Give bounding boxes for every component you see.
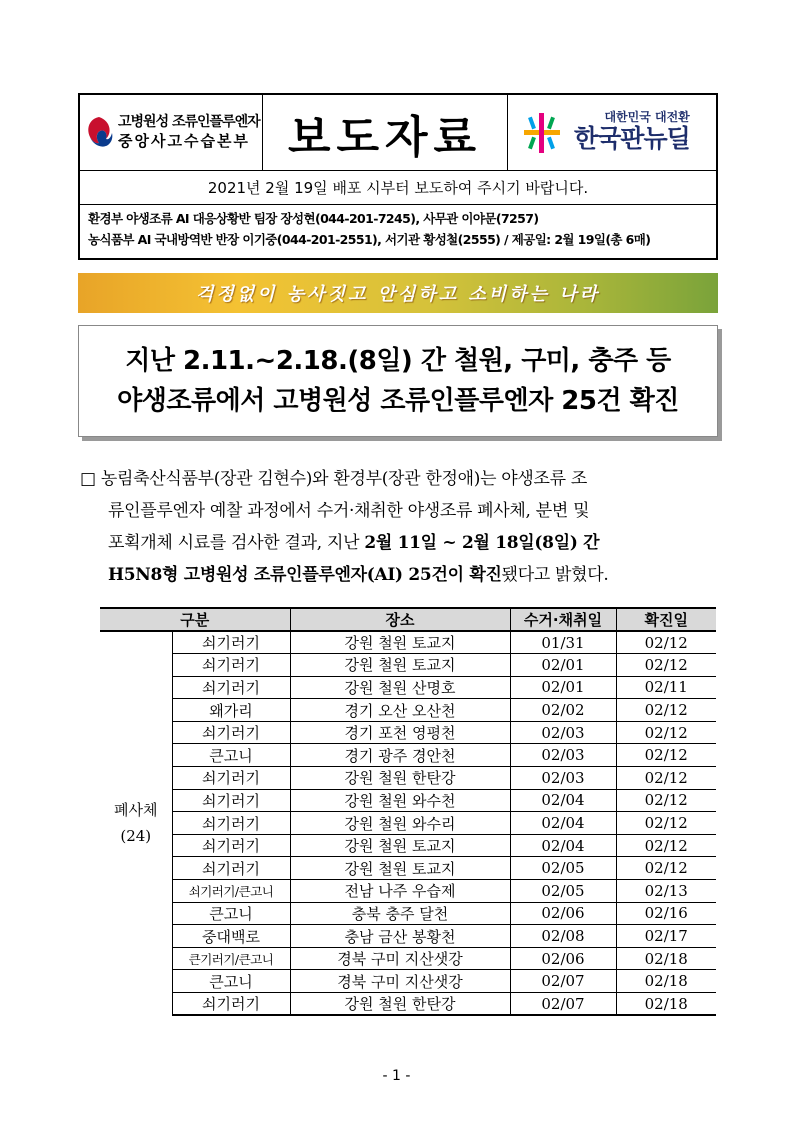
species-cell: 쇠기러기/큰고니 [172, 880, 290, 903]
newdeal-title: 한국판뉴딜 [574, 124, 690, 154]
table-row [100, 631, 716, 654]
table-row [100, 767, 716, 790]
table-row [100, 789, 716, 812]
hq-name-line2: 중앙사고수습본부 [118, 131, 250, 150]
confirmed-date-cell: 02/12 [616, 834, 716, 857]
category-name: 폐사체 [114, 801, 158, 820]
confirmed-date-cell: 02/12 [616, 812, 716, 835]
place-cell: 강원 철원 토교지 [290, 857, 510, 880]
paragraph-line: 류인플루엔자 예찰 과정에서 수거·채취한 야생조류 폐사체, 분변 및 [108, 501, 590, 521]
species-cell: 쇠기러기 [172, 789, 290, 812]
table-row [100, 812, 716, 835]
paragraph-text: 됐다고 밝혔다. [501, 565, 609, 585]
species-cell: 큰고니 [172, 902, 290, 925]
body-paragraph [80, 463, 720, 591]
confirmed-date-cell: 02/12 [616, 699, 716, 722]
table-row [100, 744, 716, 767]
collected-date-cell: 02/07 [510, 970, 616, 993]
press-title-block [263, 95, 508, 170]
newdeal-logo-icon [518, 109, 566, 157]
hq-name-line1: 고병원성 조류인플루엔자 [118, 114, 260, 131]
place-cell: 강원 철원 한탄강 [290, 767, 510, 790]
species-cell: 쇠기러기 [172, 812, 290, 835]
place-cell: 강원 철원 와수리 [290, 812, 510, 835]
collected-date-cell: 02/07 [510, 993, 616, 1016]
paragraph-bold-text: 2월 11일 ~ 2월 18일(8일) 간 [364, 533, 600, 553]
paragraph-text: 농림축산식품부(장관 김현수)와 환경부(장관 한정애)는 야생조류 조 [100, 469, 588, 489]
paragraph-text: 포획개체 시료를 검사한 결과, 지난 [108, 533, 365, 553]
collected-date-cell: 02/08 [510, 925, 616, 948]
headline-box [78, 325, 718, 437]
header-category: 구분 [100, 608, 290, 631]
confirmed-date-cell: 02/13 [616, 880, 716, 903]
confirmed-date-cell: 02/18 [616, 993, 716, 1016]
header-top-row [80, 95, 716, 171]
press-release-header [78, 93, 718, 260]
species-cell: 쇠기러기 [172, 834, 290, 857]
species-cell: 중대백로 [172, 925, 290, 948]
confirmed-date-cell: 02/18 [616, 970, 716, 993]
species-cell: 쇠기러기 [172, 993, 290, 1016]
slogan-banner [78, 273, 718, 313]
confirmed-date-cell: 02/12 [616, 767, 716, 790]
collected-date-cell: 02/01 [510, 654, 616, 677]
place-cell: 경기 포천 영평천 [290, 721, 510, 744]
table-row [100, 857, 716, 880]
category-cell [100, 631, 172, 1015]
detection-table [100, 607, 716, 1016]
place-cell: 강원 철원 와수천 [290, 789, 510, 812]
collected-date-cell: 02/04 [510, 789, 616, 812]
checkbox-bullet-icon: □ [80, 469, 96, 489]
place-cell: 경기 오산 오산천 [290, 699, 510, 722]
place-cell: 강원 철원 토교지 [290, 631, 510, 654]
species-cell: 쇠기러기 [172, 721, 290, 744]
place-cell: 강원 철원 토교지 [290, 834, 510, 857]
confirmed-date-cell: 02/12 [616, 631, 716, 654]
table-row [100, 834, 716, 857]
collected-date-cell: 02/03 [510, 767, 616, 790]
contact-info [80, 205, 716, 258]
table-row [100, 993, 716, 1016]
paragraph-line [80, 527, 720, 559]
collected-date-cell: 02/01 [510, 676, 616, 699]
hq-logo-block [80, 95, 263, 170]
place-cell: 강원 철원 산명호 [290, 676, 510, 699]
collected-date-cell: 02/03 [510, 721, 616, 744]
place-cell: 경기 광주 경안천 [290, 744, 510, 767]
species-cell: 왜가리 [172, 699, 290, 722]
paragraph-line [80, 463, 720, 495]
collected-date-cell: 02/02 [510, 699, 616, 722]
confirmed-date-cell: 02/12 [616, 789, 716, 812]
species-cell: 쇠기러기 [172, 654, 290, 677]
table-row [100, 676, 716, 699]
newdeal-logo-block [508, 95, 716, 170]
confirmed-date-cell: 02/12 [616, 654, 716, 677]
paragraph-bold-text: H5N8형 고병원성 조류인플루엔자(AI) 25건이 확진 [108, 565, 502, 585]
confirmed-date-cell: 02/16 [616, 902, 716, 925]
table-row [100, 947, 716, 970]
table-header-row [100, 608, 716, 631]
collected-date-cell: 01/31 [510, 631, 616, 654]
place-cell: 강원 철원 토교지 [290, 654, 510, 677]
place-cell: 충북 충주 달천 [290, 902, 510, 925]
table-row [100, 902, 716, 925]
table-row [100, 970, 716, 993]
headline-line1: 지난 2.11.~2.18.(8일) 간 철원, 구미, 충주 등 [125, 345, 671, 376]
species-cell: 쇠기러기 [172, 631, 290, 654]
collected-date-cell: 02/06 [510, 902, 616, 925]
species-cell: 큰기러기/큰고니 [172, 947, 290, 970]
contact-line-agriculture: 농식품부 AI 국내방역반 반장 이기중(044-201-2551), 서기관 황성철(2555) / 제공일: 2월 19일(총 6매) [88, 231, 651, 247]
place-cell: 전남 나주 우습제 [290, 880, 510, 903]
category-count: (24) [120, 826, 152, 845]
press-release-title: 보도자료 [287, 111, 482, 163]
collected-date-cell: 02/04 [510, 834, 616, 857]
header-collected-date: 수거·채취일 [510, 608, 616, 631]
header-place: 장소 [290, 608, 510, 631]
newdeal-subtitle: 대한민국 대전환 [604, 110, 690, 125]
place-cell: 충남 금산 봉황천 [290, 925, 510, 948]
slogan-text: 걱정없이 농사짓고 안심하고 소비하는 나라 [195, 284, 601, 305]
page-number: - 1 - [382, 1068, 411, 1084]
confirmed-date-cell: 02/12 [616, 857, 716, 880]
place-cell: 경북 구미 지산샛강 [290, 947, 510, 970]
header-confirmed-date: 확진일 [616, 608, 716, 631]
paragraph-line [80, 559, 720, 591]
collected-date-cell: 02/03 [510, 744, 616, 767]
collected-date-cell: 02/04 [510, 812, 616, 835]
release-notice: 2021년 2월 19일 배포 시부터 보도하여 주시기 바랍니다. [80, 171, 716, 205]
table-row [100, 880, 716, 903]
collected-date-cell: 02/06 [510, 947, 616, 970]
confirmed-date-cell: 02/17 [616, 925, 716, 948]
species-cell: 쇠기러기 [172, 767, 290, 790]
species-cell: 큰고니 [172, 970, 290, 993]
confirmed-date-cell: 02/11 [616, 676, 716, 699]
table-row [100, 699, 716, 722]
species-cell: 쇠기러기 [172, 857, 290, 880]
confirmed-date-cell: 02/12 [616, 721, 716, 744]
collected-date-cell: 02/05 [510, 857, 616, 880]
table-row [100, 925, 716, 948]
species-cell: 큰고니 [172, 744, 290, 767]
confirmed-date-cell: 02/12 [616, 744, 716, 767]
confirmed-date-cell: 02/18 [616, 947, 716, 970]
collected-date-cell: 02/05 [510, 880, 616, 903]
place-cell: 강원 철원 한탄강 [290, 993, 510, 1016]
contact-line-environment: 환경부 야생조류 AI 대응상황반 팀장 장성현(044-201-7245), 사무관 이야문(7257) [88, 211, 539, 226]
table-row [100, 654, 716, 677]
place-cell: 경북 구미 지산샛강 [290, 970, 510, 993]
headline-line2: 야생조류에서 고병원성 조류인플루엔자 25건 확진 [117, 386, 679, 416]
table-row [100, 721, 716, 744]
taegeuk-emblem-icon [84, 113, 114, 153]
species-cell: 쇠기러기 [172, 676, 290, 699]
